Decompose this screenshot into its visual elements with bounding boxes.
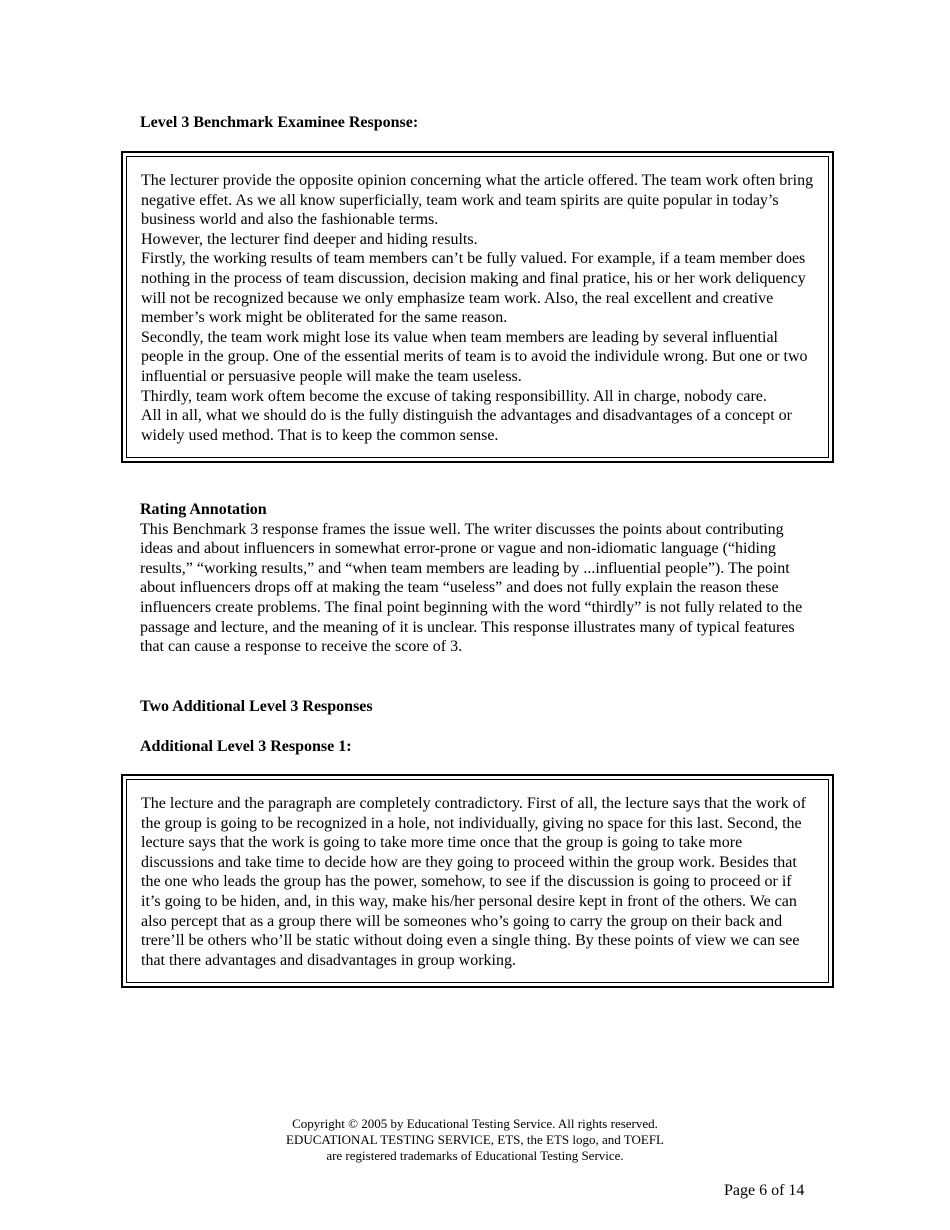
footer-line: Copyright © 2005 by Educational Testing Service. All rights reserved. — [292, 1116, 658, 1131]
benchmark-paragraph: Firstly, the working results of team members can’t be fully valued. For example, if a team member does nothing in the process of team discussion, decision making and final pratice, his or her work deliquency will not be recognized because we only emphasize team work. Also, the real excellent and creative member’s work might be obliterated for the same reason. — [141, 250, 806, 327]
benchmark-heading: Level 3 Benchmark Examinee Response: — [140, 114, 419, 131]
footer-line: EDUCATIONAL TESTING SERVICE, ETS, the ETS logo, and TOEFL — [286, 1132, 664, 1147]
copyright-footer — [0, 1116, 950, 1164]
benchmark-paragraph: The lecturer provide the opposite opinion concerning what the article offered. The team work often bring negative effet. As we all know superficially, team work and team spirits are quite popular in today’s business world and also the fashionable terms. — [141, 172, 814, 229]
rating-annotation — [140, 500, 820, 657]
benchmark-response-inner — [126, 156, 829, 458]
additional-response-1-heading: Additional Level 3 Response 1: — [140, 738, 352, 755]
benchmark-paragraph: Thirdly, team work oftem become the excuse of taking responsibillity. All in charge, nobody care. — [141, 387, 767, 405]
footer-line: are registered trademarks of Educational Testing Service. — [326, 1148, 624, 1163]
benchmark-paragraph: All in all, what we should do is the fully distinguish the advantages and disadvantages of a concept or widely used method. That is to keep the common sense. — [141, 407, 792, 444]
rating-annotation-title: Rating Annotation — [140, 501, 267, 518]
benchmark-paragraph: Secondly, the team work might lose its value when team members are leading by several influential people in the group. One of the essential merits of team is to avoid the individule wrong. But one or two influential or persuasive people will make the team useless. — [141, 328, 808, 385]
additional-response-1-box — [121, 774, 834, 988]
additional-response-1-inner — [126, 779, 829, 983]
rating-annotation-text: This Benchmark 3 response frames the issue well. The writer discusses the points about contributing ideas and about influencers in somewhat error-prone or vague and non-idiomatic language (“hiding results,” “working results,” and “when team members are leading by ...influential people”). The point about influencers drops off at making the team “useless” and does not fully explain the reason these influencers create problems. The final point beginning with the word “thirdly” is not fully related to the passage and lecture, and the meaning of it is unclear. This response illustrates many of typical features that can cause a response to receive the score of 3. — [140, 520, 803, 656]
benchmark-response-box — [121, 151, 834, 463]
additional-responses-heading: Two Additional Level 3 Responses — [140, 698, 373, 715]
additional-response-1-text: The lecture and the paragraph are completely contradictory. First of all, the lecture says that the work of the group is going to be recognized in a hole, not individually, giving no space for this last. Second, the lecture says that the work is going to take more time once that the group is going to take more discussions and take time to decide how are they going to proceed within the group work. Besides that the one who leads the group has the power, somehow, to see if the discussion is going to proceed or if it’s going to be hiden, and, in this way, make his/her personal desire kept in front of the others. We can also percept that as a group there will be someones who’s going to carry the group on their back and trere’ll be others who’ll be static without doing even a single thing. By these points of view we can see that there advantages and disadvantages in group working. — [141, 795, 806, 969]
benchmark-paragraph: However, the lecturer find deeper and hiding results. — [141, 230, 478, 248]
page-number: Page 6 of 14 — [724, 1182, 805, 1199]
